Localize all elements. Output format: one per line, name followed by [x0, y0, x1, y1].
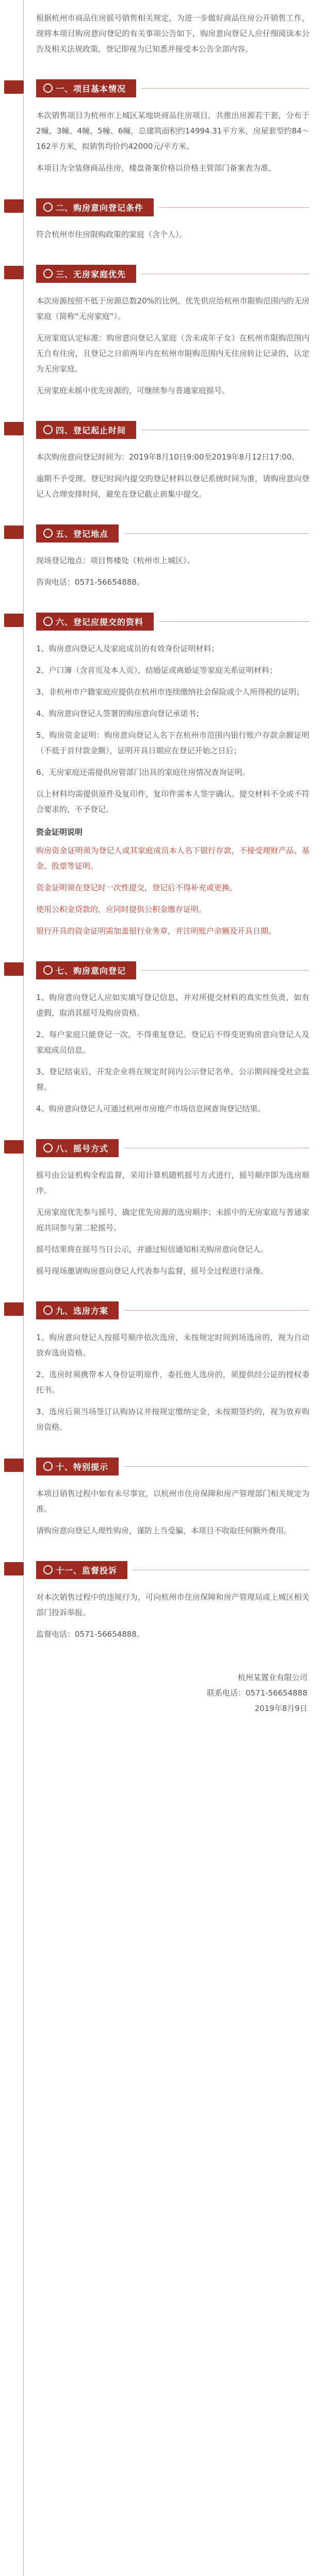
sections: [36, 79, 309, 1642]
section-paragraph: 无房家庭优先参与摇号，确定优先房源的选房顺序；未摇中的无房家庭与普通家庭共同参与第二轮摇号。: [36, 1208, 309, 1232]
section-paragraph: 对本次销售过程中的违规行为，可向杭州市住房保障和房产管理局或上城区相关部门投诉举报。: [36, 1592, 309, 1617]
subsection-paragraph: 购房资金证明须为登记人或其家庭成员本人名下银行存款，不接受理财产品、基金、股票等证明。: [36, 846, 309, 871]
section-paragraph: 摇号现场邀请购房意向登记人代表参与监督，摇号全过程进行录像。: [36, 1266, 269, 1276]
section-paragraph: 本项目为全装修商品住房，楼盘备案价格以价格主管部门备案表为准。: [36, 163, 276, 173]
section-head: [36, 1139, 309, 1157]
section-head: [36, 421, 309, 439]
section-title: 九、选房方案: [56, 1306, 109, 1316]
section: [36, 1139, 309, 1279]
section: [36, 1458, 309, 1538]
section-paragraph: 2、户口簿（含首页及本人页）、结婚证或离婚证等家庭关系证明材料；: [36, 666, 277, 675]
badge-circle-icon: [43, 965, 53, 975]
side-rule: [23, 0, 24, 2576]
section-title: 五、登记地点: [56, 529, 109, 539]
section-paragraph: 无房家庭未摇中优先房源的，可继续参与普通家庭摇号。: [36, 386, 230, 395]
section-paragraph: 5、购房资金证明：购房意向登记人名下在杭州市范围内银行账户存款余额证明（不低于首付款金额），证明开具日期应在登记开始之日后；: [36, 731, 309, 755]
section-head: [36, 1301, 309, 1319]
section: [36, 524, 309, 590]
section-head: [36, 524, 309, 543]
section-title: 一、项目基本情况: [56, 84, 126, 94]
badge-circle-icon: [43, 1306, 53, 1315]
section-head: [36, 613, 309, 631]
section-title-badge: [36, 1301, 119, 1319]
section-divider: [124, 533, 309, 534]
badge-circle-icon: [43, 1565, 53, 1574]
badge-circle-icon: [43, 83, 53, 93]
section-title-badge: [36, 961, 136, 979]
badge-circle-icon: [43, 617, 53, 626]
side-marker: [4, 614, 24, 627]
footer-contact: 联系电话：0571-56654888: [207, 1688, 307, 1698]
section-paragraph: 6、无房家庭还需提供房管部门出具的家庭住房情况查询证明。: [36, 768, 250, 777]
section-paragraph: 1、购房意向登记人按摇号顺序依次选房，未按规定时间到场选房的，视为自动放弃选房资格。: [36, 1333, 309, 1358]
section-paragraph: 请购房意向登记人理性购房，谨防上当受骗，本项目不收取任何额外费用。: [36, 1526, 292, 1535]
section-title: 三、无房家庭优先: [56, 269, 126, 279]
section-paragraph: 以上材料均需提供原件及复印件，复印件需本人签字确认。提交材料不全或不符合要求的，不予登记。: [36, 789, 309, 814]
side-marker: [4, 1459, 24, 1472]
badge-circle-icon: [43, 529, 53, 538]
section: [36, 79, 309, 176]
intro-paragraph: 根据杭州市商品住房摇号销售相关规定，为进一步做好商品住房公开销售工作，现将本项目购房意向登记的有关事项公告如下，购房意向登记人应仔细阅读本公告及相关法规政策，登记即视为已知悉并接受本公告全部内容。: [36, 13, 309, 54]
side-marker: [4, 1140, 24, 1154]
badge-circle-icon: [43, 425, 53, 434]
section-paragraph: 3、非杭州市户籍家庭应提供在杭州市连续缴纳社会保险或个人所得税的证明；: [36, 687, 304, 697]
section: [36, 265, 309, 398]
section-head: [36, 79, 309, 97]
subsection-paragraph: 银行开具的资金证明需加盖银行业务章，并注明账户余额及开具日期。: [36, 926, 276, 936]
footer-company: 杭州某置业有限公司: [237, 1673, 307, 1682]
footer-date: 2019年8月9日: [254, 1704, 307, 1713]
section-title-badge: [36, 1458, 119, 1476]
section-title-badge: [36, 265, 136, 283]
section: [36, 1301, 309, 1435]
section-paragraph: 本次房源按照不低于房源总数20%的比例，优先供应给杭州市限购范围内的无房家庭（简称“无房家庭”）。: [36, 296, 309, 321]
section-divider: [159, 621, 309, 622]
section-title-badge: [36, 613, 154, 631]
section-paragraph: 3、选房后须当场签订认购协议并按规定缴纳定金，未按期签约的，视为放弃购房资格。: [36, 1407, 309, 1432]
section: [36, 198, 309, 242]
section-title: 六、登记应提交的资料: [56, 617, 144, 627]
section-title: 八、摇号方式: [56, 1144, 109, 1154]
section-paragraph: 1、购房意向登记人及家庭成员的有效身份证明材料；: [36, 644, 219, 653]
subsection-paragraph: 资金证明须在登记时一次性提交，登记后不得补充或更换。: [36, 883, 238, 892]
side-marker: [4, 422, 24, 435]
badge-circle-icon: [43, 1462, 53, 1471]
section-divider: [124, 1310, 309, 1311]
section-title-badge: [36, 1561, 127, 1579]
section-paragraph: 无房家庭认定标准：购房意向登记人家庭（含未成年子女）在杭州市限购范围内无自有住房，且登记之日前两年内在杭州市限购范围内无住房转让记录的，认定为无房家庭。: [36, 333, 309, 374]
section-divider: [124, 1466, 309, 1467]
section-paragraph: 2、选房时须携带本人身份证明原件，委托他人选房的，须提供经公证的授权委托书。: [36, 1370, 309, 1395]
section-head: [36, 961, 309, 979]
section-paragraph: 本项目销售过程中如有未尽事宜，以杭州市住房保障和房产管理部门相关规定为准。: [36, 1489, 309, 1514]
side-marker: [4, 1562, 24, 1575]
section: [36, 1561, 309, 1642]
content: [36, 0, 309, 1716]
section-paragraph: 4、购房意向登记人签署的购房意向登记承诺书；: [36, 709, 204, 718]
section-title: 二、购房意向登记条件: [56, 203, 144, 213]
section-paragraph: 现场登记地点：项目售楼处（杭州市上城区）。: [36, 556, 195, 565]
section-head: [36, 265, 309, 283]
section-head: [36, 198, 309, 216]
section-head: [36, 1561, 309, 1579]
section-divider: [141, 970, 309, 971]
section-title: 十、特别提示: [56, 1462, 109, 1472]
subsection-paragraph: 使用公积金贷款的，应同时提供公积金缴存证明。: [36, 905, 207, 914]
side-marker: [4, 266, 24, 279]
side-marker: [4, 80, 24, 94]
section: [36, 613, 309, 939]
section-title: 七、购房意向登记: [56, 966, 126, 976]
section-paragraph: 本次购房意向登记时间为：2019年8月10日9:00至2019年8月12日17:00。: [36, 452, 300, 462]
subsection-title: 资金证明说明: [36, 827, 83, 837]
section-paragraph: 2、每户家庭只能登记一次，不得重复登记。登记后不得变更购房意向登记人及家庭成员信息。: [36, 1030, 309, 1055]
section-title-badge: [36, 524, 119, 543]
section: [36, 421, 309, 502]
section-paragraph: 逾期不予受理。登记时间内提交的登记材料以登记系统时间为准，请购房意向登记人合理安排时间，避免在登记截止前集中提交。: [36, 474, 309, 499]
section-paragraph: 咨询电话：0571-56654888。: [36, 578, 144, 587]
section-paragraph: 摇号结果将在摇号当日公示，并通过短信通知相关购房意向登记人。: [36, 1245, 269, 1254]
section-paragraph: 3、登记结束后，开发企业将在规定时间内公示登记名单，公示期间接受社会监督。: [36, 1067, 309, 1092]
section-title-badge: [36, 421, 136, 439]
section: [36, 961, 309, 1116]
section-paragraph: 摇号由公证机构全程监督，采用计算机随机摇号方式进行，摇号顺序即为选房顺序。: [36, 1171, 309, 1195]
section-title: 四、登记起止时间: [56, 426, 126, 435]
side-marker: [4, 1302, 24, 1316]
side-marker: [4, 962, 24, 976]
section-divider: [159, 207, 309, 208]
section-paragraph: 符合杭州市住房限购政策的家庭（含个人）。: [36, 230, 187, 239]
section-title-badge: [36, 79, 136, 97]
badge-circle-icon: [43, 269, 53, 278]
section-paragraph: 4、购房意向登记人可通过杭州市房地产市场信息网查询登记结果。: [36, 1104, 266, 1113]
footer: [36, 1670, 309, 1716]
side-marker: [4, 199, 24, 213]
section-head: [36, 1458, 309, 1476]
badge-circle-icon: [43, 202, 53, 212]
badge-circle-icon: [43, 1143, 53, 1153]
section-divider: [141, 88, 309, 89]
section-paragraph: 监督电话：0571-56654888。: [36, 1630, 144, 1639]
side-marker: [4, 526, 24, 539]
section-title: 十一、监督投诉: [56, 1566, 118, 1575]
section-paragraph: 1、购房意向登记人应如实填写登记信息，并对所提交材料的真实性负责，如有虚假，取消其摇号及购房资格。: [36, 993, 309, 1018]
section-paragraph: 本次销售项目为杭州市上城区某地块商品住房项目，共推出房源若干套，分布于2幢、3幢、4幢、5幢、6幢，总建筑面积约14994.31平方米，房屋套型约84～162平方米，拟销售均价约42000元/平方米。: [36, 111, 309, 151]
section-title-badge: [36, 1139, 119, 1157]
section-title-badge: [36, 198, 154, 216]
